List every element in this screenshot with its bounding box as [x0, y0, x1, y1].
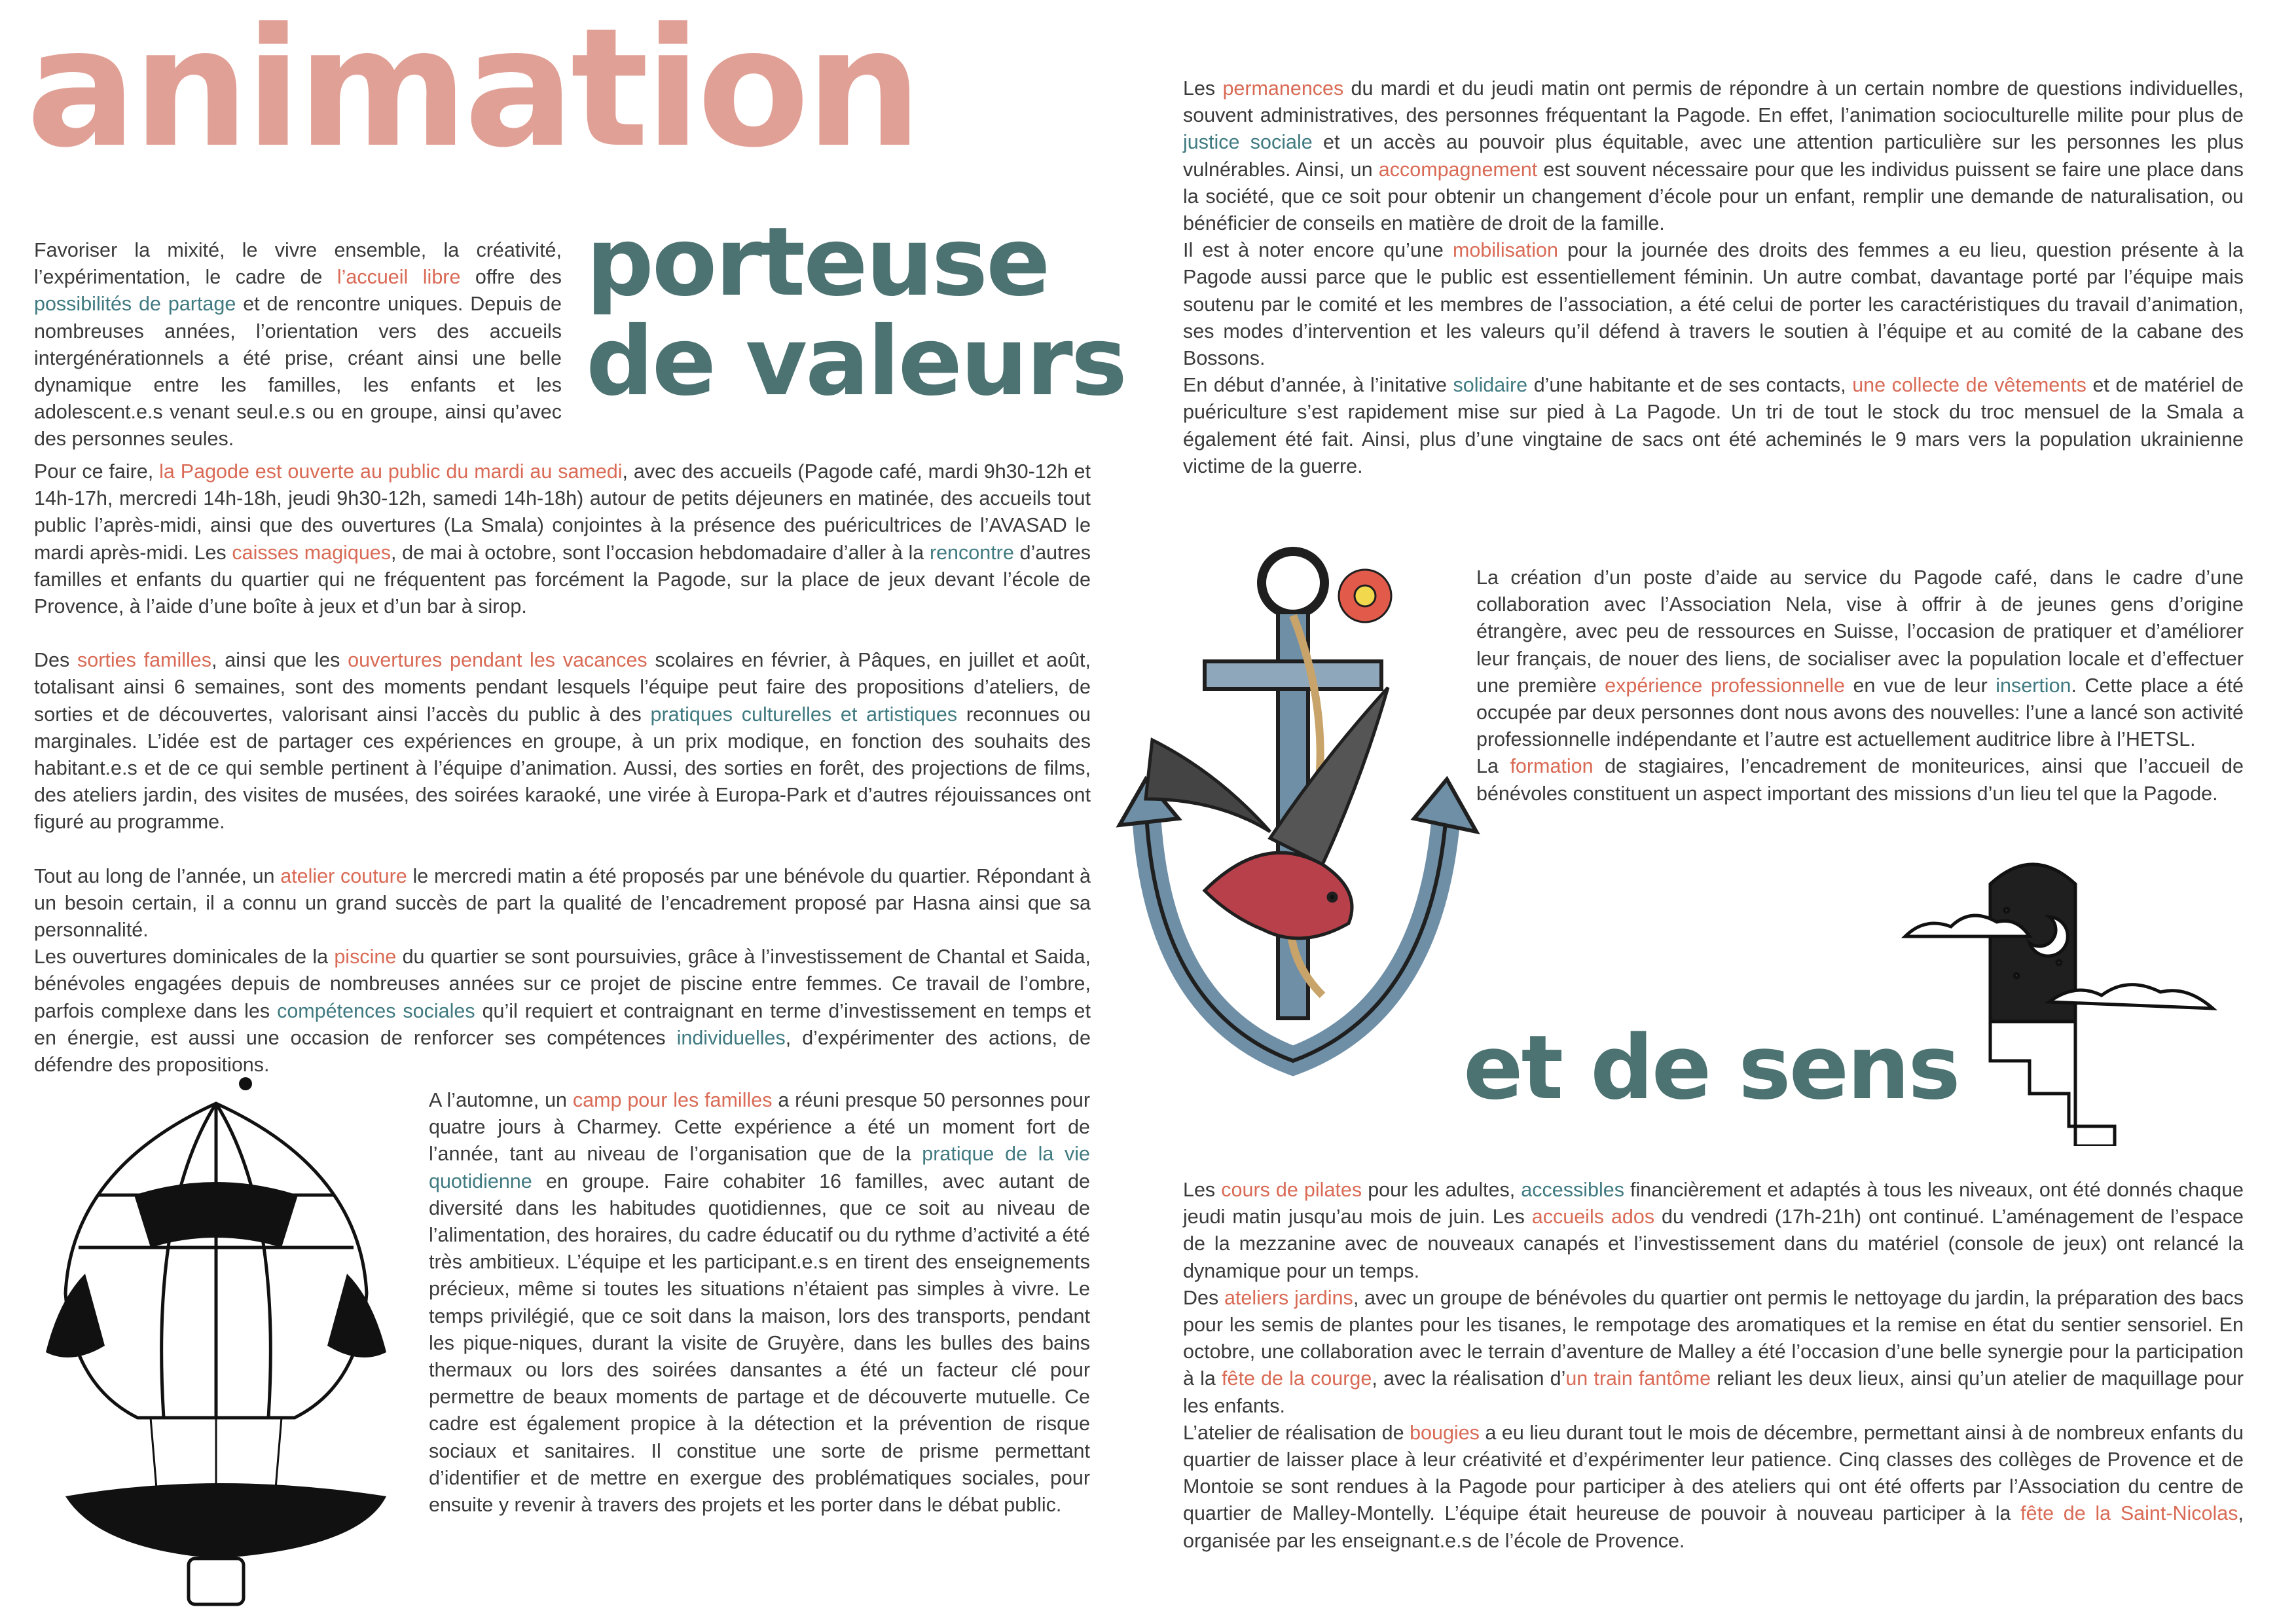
paragraph: [34, 863, 1091, 944]
swallow-bird: [1146, 688, 1388, 938]
text-run: et de matériel de puériculture s’est rapidement mise sur pied à La Pagode. Un tri de tout le stock du troc mensuel de la Smala a également été fait. Ainsi, plus d’une vingtaine de sacs ont été acheminés le 9 mars vers la population ukrainienne victime de la guerre.: [1183, 374, 2244, 477]
text-run: Les: [1183, 1179, 1222, 1201]
text-run: Des: [1183, 1286, 1224, 1309]
paragraph: [1183, 372, 2244, 480]
paragraph: [34, 237, 562, 453]
text-run: Il est à noter encore qu’une: [1183, 239, 1453, 262]
text-run: , organisée par les enseignant.e.s de l’école de Provence.: [1183, 1502, 2244, 1552]
text-run: pour les adultes,: [1362, 1179, 1522, 1201]
highlight-text: rencontre: [929, 541, 1014, 564]
highlight-text: expérience professionnelle: [1605, 674, 1846, 697]
text-run: du mardi et du jeudi matin ont permis de répondre à un certain nombre de questions individuelles, souvent administratives, des personnes fréquentant la Pagode. En effet, l’animation socioculturelle milite pour plus de: [1183, 77, 2244, 127]
highlight-text: pratiques culturelles et artistiques: [650, 703, 958, 726]
intro-paragraph: [34, 237, 562, 453]
subtitle-line-2: de valeurs: [586, 306, 1126, 418]
subtitle-porteuse-de-valeurs: [586, 207, 1126, 418]
highlight-text: cours de pilates: [1221, 1179, 1362, 1201]
text-run: , de mai à octobre, sont l’occasion hebdomadaire d’aller à la: [391, 541, 930, 564]
text-run: scolaires en février, à Pâques, en juillet et août, totalisant ainsi 6 semaines, sont des moments pendant lesquels l’équipe peut faire des propositions d’ateliers, de sorties et de découvertes, valorisant ainsi l’accès du public à des: [34, 649, 1091, 726]
highlight-text: pratique de la vie quotidienne: [429, 1143, 1091, 1192]
highlight-text: l’accueil libre: [337, 266, 461, 289]
text-run: Tout au long de l’année, un: [34, 864, 281, 887]
text-run: est souvent nécessaire pour que les individus puissent se faire une place dans la société, que ce soit pour obtenir un changement d’école pour un enfant, remplir une demande de naturalisation, ou bénéficier de conseils en matière de droit de la famille.: [1183, 158, 2244, 235]
text-run: du quartier se sont poursuivies, grâce à l’investissement de Chantal et Saida, bénévoles engagées depuis de nombreuses années sur ce projet de piscine entre femmes. Ce travail de l’ombre, parfois complexe dans les: [34, 946, 1091, 1022]
text-run: L’atelier de réalisation de: [1183, 1421, 1410, 1444]
highlight-text: ouvertures pendant les vacances: [348, 649, 647, 672]
text-run: La création d’un poste d’aide au service du Pagode café, dans le cadre d’une collaboration avec l’Association Nela, vise à offrir à de jeunes gens d’origine étrangère, avec peu de ressources en Suisse, l’occasion de pratiquer et d’améliorer leur français, de nouer des liens, de socialiser avec la population locale et d’effectuer une première: [1476, 566, 2244, 697]
subtitle-et-de-sens: et de sens: [1463, 1016, 1959, 1119]
text-run: de stagiaires, l’encadrement de moniteurices, ainsi que l’accueil de bénévoles constituent un aspect important des missions d’un lieu tel que la Pagode.: [1476, 755, 2244, 805]
highlight-text: solidaire: [1453, 374, 1528, 397]
text-run: Des: [34, 649, 78, 672]
paragraph: [429, 1087, 1090, 1519]
text-run: offre des: [460, 266, 562, 289]
paragraph: [34, 944, 1091, 1079]
anchor-swallow-illustration: [1106, 524, 1493, 1113]
text-run: en vue de leur: [1845, 674, 1996, 697]
right-top-text: [1183, 75, 2244, 480]
text-run: financièrement et adaptés à tous les niveaux, ont été donnés chaque jeudi matin jusqu’au mois de juin. Les: [1183, 1179, 2244, 1228]
right-bottom-text: [1183, 1177, 2244, 1555]
highlight-text: caisses magiques: [232, 541, 391, 564]
text-run: le mercredi matin a été proposés par une bénévole du quartier. Répondant à un besoin certain, il a connu un grand succès de part la qualité de l’encadrement proposé par Hasna ainsi que sa personnalité.: [34, 864, 1091, 942]
stairs-moon-illustration: [1899, 845, 2246, 1146]
highlight-text: justice sociale: [1183, 131, 1313, 154]
text-run: A l’automne, un: [429, 1089, 573, 1111]
text-run: Favoriser la mixité, le vivre ensemble, la créativité, l’expérimentation, le cadre de: [34, 239, 562, 289]
text-run: en groupe. Faire cohabiter 16 familles, avec autant de diversité dans les habitudes quotidiennes, que ce soit au niveau de l’alimentation, des horaires, du cadre éducatif ou du rythme d’activité a été très ambitieux. L’équipe et les participant.e.s en tirent des enseignements précieux, même si toutes les situations n’étaient pas simples à vivre. Le temps privilégié, que ce soit dans la maison, lors des transports, pendant les pique-niques, durant la visite de Gruyère, dans les bulles des bains thermaux ou lors des soirées dansantes a été un facteur clé pour permettre de beaux moments de partage et de découverte mutuelle. Ce cadre est également propice à la détection et la prévention de risque sociaux et sanitaires. Il constitue une sorte de prisme permettant d’identifier et de mettre en exergue des problématiques sociales, pour ensuite y revenir à travers des projets et les porter dans le débat public.: [429, 1170, 1090, 1517]
highlight-text: insertion: [1995, 674, 2071, 697]
highlight-text: camp pour les familles: [572, 1089, 773, 1111]
paragraph: [1476, 753, 2244, 807]
text-run: , avec des accueils (Pagode café, mardi 9h30-12h et 14h-17h, mercredi 14h-18h, jeudi 9h30-12h, samedi 14h-18h) autour de petits déjeuners en matinée, des accueils tout public l’après-midi, ainsi que des ouvertures (La Smala) conjointes à la présence des puéricultrices de l’AVASAD le mardi après-midi. Les: [34, 460, 1091, 564]
text-run: a eu lieu durant tout le mois de décembre, permettant ainsi à de nombreux enfants du quartier de laisser place à leur créativité et d’expérimenter leur patience. Cinq classes des collèges de Provence et de Montoie se sont rendues à la Pagode pour participer à des ateliers qui ont été offerts par l’Association du centre de quartier de Malley-Montelly. L’équipe était heureuse de pouvoir à nouveau participer à la: [1183, 1421, 2244, 1525]
paragraph-gap: [34, 836, 1091, 863]
text-run: qu’il requiert et contraignant en terme d’investissement en temps et en énergie, est aussi une occasion de renforcer ses compétences: [34, 999, 1091, 1049]
highlight-text: piscine: [334, 946, 397, 969]
text-run: pour la journée des droits des femmes a eu lieu, question présente à la Pagode aussi parce que le public est essentiellement féminin. Un autre combat, davantage porté par l’équipe mais soutenu par le comité et les membres de l’association, a été celui de porter les caractéristiques du travail d’animation, ses modes d’intervention et les valeurs qu’il défend à travers le soutien à l’équipe et au comité de la cabane des Bossons.: [1183, 239, 2244, 370]
paragraph: [34, 458, 1091, 620]
highlight-text: permanences: [1222, 77, 1344, 100]
paragraph: [34, 647, 1091, 836]
page-title: animation: [26, 0, 919, 183]
highlight-text: atelier couture: [280, 864, 407, 887]
right-mid-text: [1476, 564, 2244, 807]
highlight-text: possibilités de partage: [34, 293, 236, 316]
paragraph: [1476, 564, 2244, 753]
text-run: a réuni presque 50 personnes pour quatre jours à Charmey. Cette expérience a été un moment fort de l’année, tant au niveau de l’organisation que de la: [429, 1089, 1091, 1166]
highlight-text: fête de la Saint-Nicolas: [2020, 1502, 2238, 1525]
paragraph: [1183, 75, 2244, 237]
camp-paragraph: [429, 1087, 1090, 1519]
highlight-text: ateliers jardins: [1224, 1286, 1353, 1309]
text-run: reconnues ou marginales. L’idée est de partager ces expériences en groupe, à un prix modique, en fonction des souhaits des habitant.e.s et de ce qui semble pertinent à l’équipe d’animation. Aussi, des sorties en forêt, des projections de films, des ateliers jardin, des visites de musées, des soirées karaoké, une virée à Europa-Park et d’autres réjouissances ont figuré au programme.: [34, 703, 1091, 834]
paragraph: [1183, 237, 2244, 372]
highlight-text: formation: [1510, 755, 1594, 778]
text-run: d’autres familles et enfants du quartier qui ne fréquentent pas forcément la Pagode, sur la place de jeux devant l’école de Provence, à l’aide d’une boîte à jeux et d’un bar à sirop.: [34, 541, 1091, 618]
highlight-text: individuelles: [676, 1026, 786, 1049]
text-run: d’une habitante et de ses contacts,: [1527, 374, 1853, 397]
text-run: et un accès au pouvoir plus équitable, avec une attention particulière sur les personnes les plus vulnérables. Ainsi, un: [1183, 131, 2244, 181]
balloon-illustration: [20, 1077, 412, 1611]
highlight-text: fête de la courge: [1222, 1367, 1372, 1390]
highlight-text: un train fantôme: [1565, 1367, 1711, 1390]
highlight-text: mobilisation: [1452, 239, 1558, 262]
highlight-text: la Pagode est ouverte au public du mardi au samedi: [159, 460, 623, 483]
highlight-text: accompagnement: [1378, 158, 1538, 181]
paragraph: [1183, 1285, 2244, 1420]
paragraph-gap: [34, 620, 1091, 647]
text-run: La: [1476, 755, 1510, 778]
paragraph: [1183, 1177, 2244, 1285]
text-run: du vendredi (17h-21h) ont continué. L’aménagement de l’espace de la mezzanine avec de nouveaux canapés et l’investissement dans du matériel (console de jeux) ont relancé la dynamique pour un temps.: [1183, 1206, 2244, 1282]
highlight-text: compétences sociales: [277, 999, 475, 1022]
text-run: . Cette place a été occupée par deux personnes dont nous avons des nouvelles: l’une a lancé son activité professionnelle indépendante et l’autre est actuellement auditrice libre à l’HETSL.: [1476, 674, 2244, 751]
text-run: Les ouvertures dominicales de la: [34, 946, 335, 969]
highlight-text: sorties familles: [77, 649, 212, 672]
text-run: Pour ce faire,: [34, 460, 160, 483]
text-run: Les: [1183, 77, 1223, 100]
text-run: reliant les deux lieux, ainsi qu’un atelier de maquillage pour les enfants.: [1183, 1367, 2244, 1417]
flower: [1339, 570, 1391, 622]
highlight-text: accueils ados: [1531, 1206, 1655, 1228]
subtitle-line-1: porteuse: [586, 207, 1049, 318]
left-main-text: [34, 458, 1091, 1079]
text-run: , avec la réalisation d’: [1372, 1367, 1566, 1390]
text-run: , d’expérimenter des actions, de défendre des propositions.: [34, 1026, 1091, 1077]
highlight-text: bougies: [1410, 1421, 1480, 1444]
text-run: , ainsi que les: [211, 649, 348, 672]
highlight-text: accessibles: [1521, 1179, 1624, 1201]
highlight-text: une collecte de vêtements: [1852, 374, 2086, 397]
paragraph: [1183, 1420, 2244, 1555]
text-run: En début d’année, à l’initative: [1183, 374, 1453, 397]
text-run: , avec un groupe de bénévoles du quartier ont permis le nettoyage du jardin, la préparation des bacs pour les semis de plantes pour les tisanes, le rempotage des aromatiques et la remise en état du sentier sensoriel. En octobre, une collaboration avec le terrain d’aventure de Malley a été l’occasion d’une belle synergie pour la participation à la: [1183, 1286, 2244, 1390]
text-run: et de rencontre uniques. Depuis de nombreuses années, l’orientation vers des accueils intergénérationnels a été prise, créant ainsi une belle dynamique entre les familles, les enfants et les adolescent.e.s venant seul.e.s ou en groupe, ainsi qu’avec des personnes seules.: [34, 293, 562, 451]
